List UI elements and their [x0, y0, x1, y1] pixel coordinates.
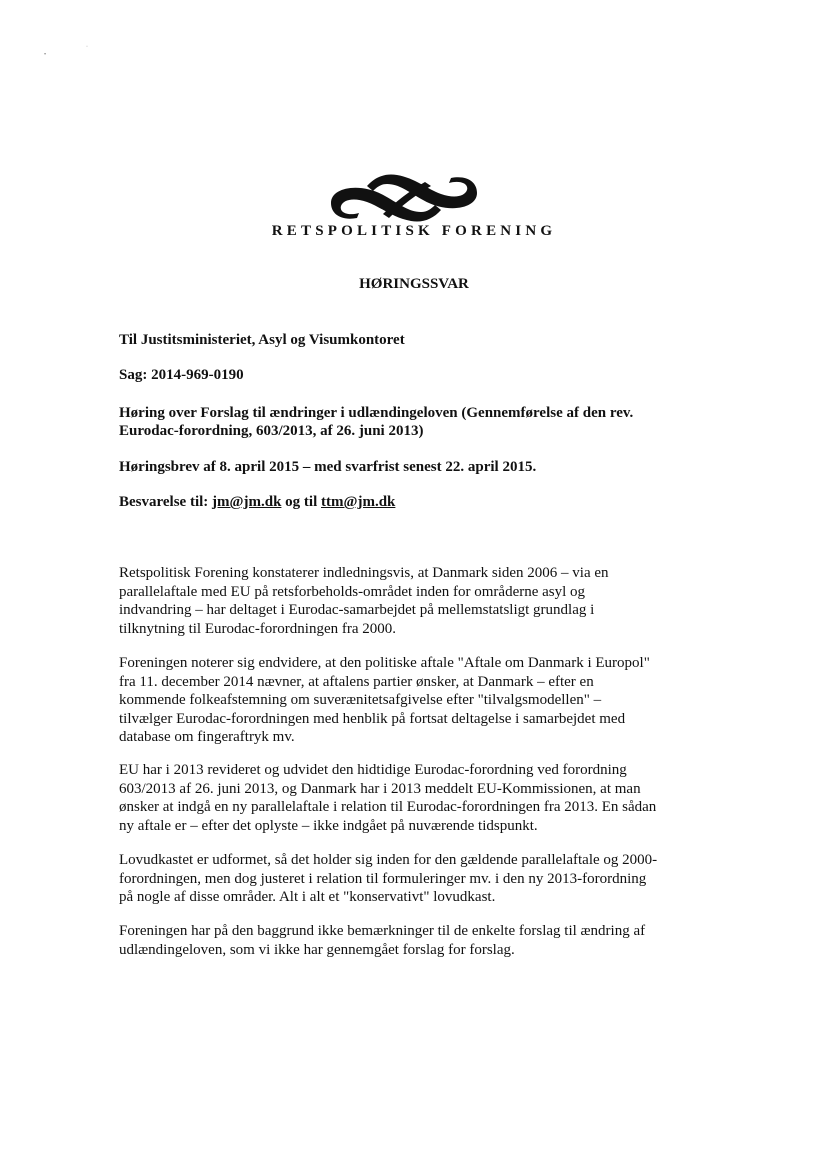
paragraph-line: Retspolitisk Forening konstaterer indledningsvis, at Danmark siden 2006 – via en: [119, 565, 609, 581]
paragraph-line: parallelaftale med EU på retsforbeholds-området inden for områderne asyl og: [119, 583, 586, 600]
paragraph-line: ønsker at indgå en ny parallelaftale i relation til Eurodac-forordningen fra 2013. En sådan: [119, 799, 657, 815]
paragraph-line: EU har i 2013 revideret og udvidet den hidtidige Eurodac-forordning ved forordning: [119, 762, 627, 778]
reply-line: [119, 493, 395, 511]
paragraph-line: 603/2013 af 26. juni 2013, og Danmark har i 2013 meddelt EU-Kommissionen, at man: [119, 780, 641, 797]
body-paragraph: [119, 851, 679, 907]
paragraph-line: på nogle af disse områder. Alt i alt et "konservativt" lovudkast.: [119, 889, 496, 905]
paragraph-line: Foreningen noterer sig endvidere, at den politiske aftale "Aftale om Danmark i Europol": [119, 655, 650, 671]
paragraph-line: udlændingeloven, som vi ikke har gennemgået forslag for forslag.: [119, 941, 515, 958]
paragraph-line: Foreningen har på den baggrund ikke bemærkninger til de enkelte forslag til ændring af: [119, 923, 646, 939]
case-number: Sag: 2014-969-0190: [119, 367, 244, 383]
paragraph-line: indvandring – har deltaget i Eurodac-samarbejdet på mellemstatsligt grundlag i: [119, 602, 595, 618]
paragraph-line: kommende folkeafstemning om suverænitetsafgivelse efter "tilvalgsmodellen" –: [119, 692, 602, 708]
paragraph-line: ny aftale er – efter det oplyste – ikke indgået på nuværende tidspunkt.: [119, 817, 538, 834]
hearing-subject-line: Høring over Forslag til ændringer i udlændingeloven (Gennemførelse af den rev.: [119, 405, 634, 421]
body-paragraph: [119, 761, 679, 835]
email-link-ttm[interactable]: ttm@jm.dk: [321, 494, 396, 510]
scan-speck: •: [44, 52, 47, 58]
document-title: HØRINGSSVAR: [359, 276, 469, 292]
organization-name: RETSPOLITISK FORENING: [271, 223, 557, 239]
body-paragraph: [119, 922, 679, 959]
reply-prefix: Besvarelse til:: [119, 494, 213, 510]
retspolitisk-forening-logo: [323, 172, 485, 224]
hearing-subject-line: Eurodac-forordning, 603/2013, af 26. juni 2013): [119, 423, 424, 439]
paragraph-line: tilvælger Eurodac-forordningen med henblik på fortsat deltagelse i samarbejdet med: [119, 710, 626, 727]
body-paragraph: [119, 564, 679, 638]
paragraph-line: fra 11. december 2014 nævner, at aftalens partier ønsker, at Danmark – efter en: [119, 673, 594, 690]
paragraph-line: forordningen, men dog justeret i relation til formuleringer mv. i den ny 2013-forordning: [119, 870, 647, 887]
recipient-line: Til Justitsministeriet, Asyl og Visumkontoret: [119, 332, 405, 348]
paragraph-line: Lovudkastet er udformet, så det holder sig inden for den gældende parallelaftale og 2000-: [119, 852, 658, 868]
hearing-subject: [119, 404, 633, 440]
paragraph-line: database om fingeraftryk mv.: [119, 729, 295, 745]
email-link-jm[interactable]: jm@jm.dk: [212, 494, 282, 510]
scan-speck: ·: [86, 44, 88, 50]
paragraph-line: tilknytning til Eurodac-forordningen fra 2000.: [119, 620, 397, 637]
hearing-letter-line: Høringsbrev af 8. april 2015 – med svarfrist senest 22. april 2015.: [119, 459, 537, 475]
reply-middle: og til: [281, 494, 322, 510]
body-paragraph: [119, 654, 679, 747]
